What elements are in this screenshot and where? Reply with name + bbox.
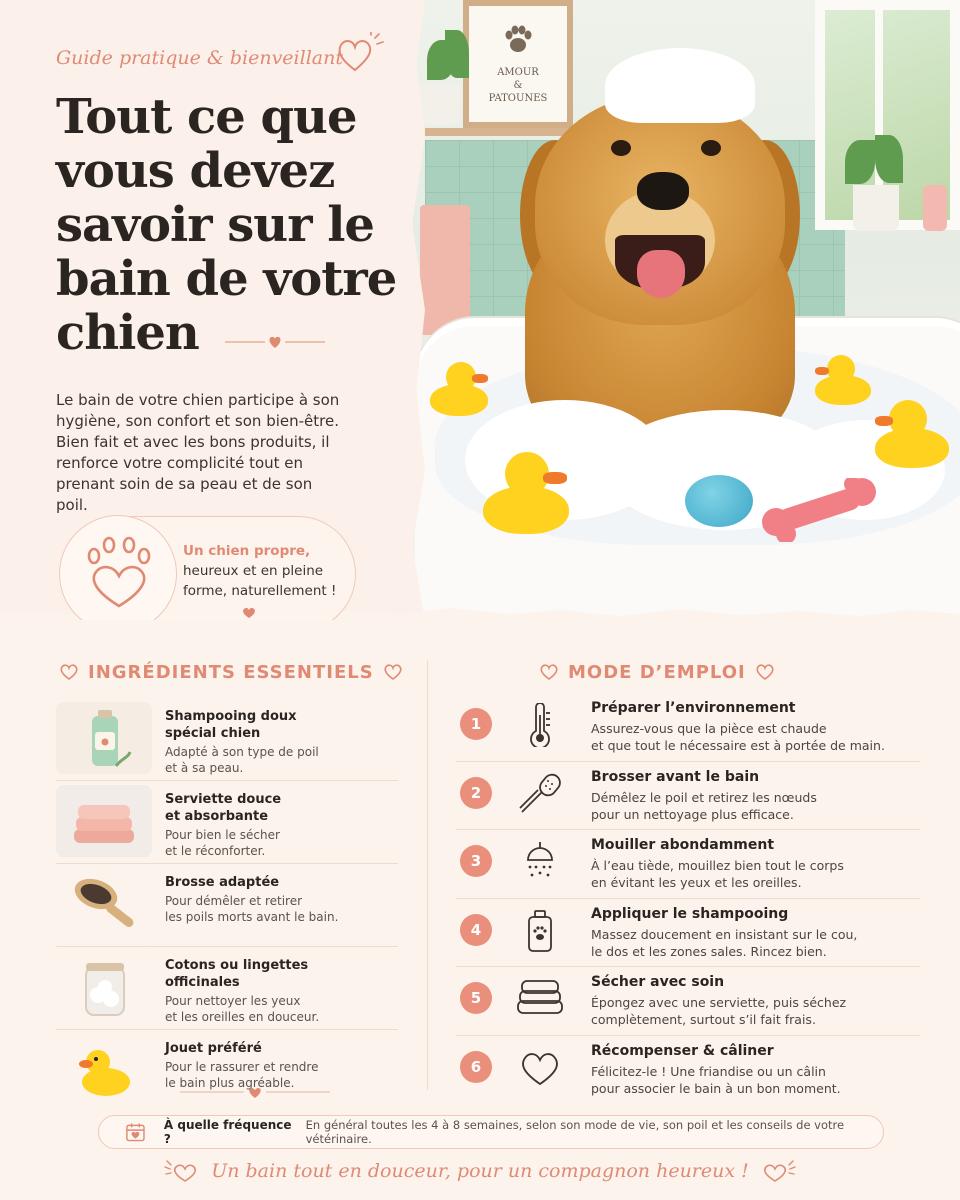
- heart-outline-icon: [60, 664, 78, 680]
- step-desc: Massez doucement en insistant sur le cou, le dos et les zones sales. Rincez bien.: [591, 926, 858, 959]
- ingredient-desc: Pour le rassurer et rendre le bain plus agréable.: [165, 1060, 319, 1090]
- hanging-towel: [420, 205, 470, 335]
- ingredient-desc: Adapté à son type de poil et à sa peau.: [165, 745, 319, 775]
- dog-bath-photo: [405, 0, 960, 620]
- step-desc: Assurez-vous que la pièce est chaude et que tout le nécessaire est à portée de main.: [591, 721, 885, 753]
- step-number: 5: [460, 982, 492, 1014]
- soap-bottle: [923, 185, 947, 231]
- footer-text: Un bain tout en douceur, pour un compagnon heureux !: [211, 1160, 749, 1182]
- calendar-heart-icon: [125, 1121, 146, 1143]
- step-number: 6: [460, 1051, 492, 1083]
- brush-icon: [56, 868, 152, 940]
- frequency-label: À quelle fréquence ?: [163, 1118, 292, 1146]
- step-number: 2: [460, 777, 492, 809]
- plant-pot: [420, 85, 460, 125]
- ingredient-title: Shampooing doux spécial chien: [165, 709, 297, 741]
- foam-cap: [605, 48, 755, 123]
- heart-doodle-icon: [763, 1159, 797, 1183]
- towel-icon: [516, 977, 564, 1021]
- step-item: [456, 899, 920, 968]
- page-title: Tout ce que vous devez savoir sur le bain de votre chien: [56, 89, 397, 361]
- frame-line-2: &: [513, 80, 523, 91]
- paw-icon: [501, 22, 535, 56]
- brush-icon: [516, 772, 564, 816]
- step-desc: Démêlez le poil et retirez les nœuds pour un nettoyage plus efficace.: [591, 789, 817, 822]
- step-item: [456, 693, 920, 762]
- frame-line-3: PATOUNES: [488, 93, 548, 104]
- step-title: Appliquer le shampooing: [591, 905, 789, 922]
- heart-doodle-icon: [335, 32, 385, 74]
- step-title: Préparer l’environnement: [591, 700, 796, 716]
- step-item: [456, 967, 920, 1036]
- heart-outline-icon: [756, 664, 774, 680]
- ingredient-desc: Pour bien le sécher et le réconforter.: [165, 828, 280, 858]
- ingredient-title: Brosse adaptée: [165, 875, 280, 890]
- heart-icon: [516, 1046, 564, 1090]
- shampoo-bottle-icon: [56, 702, 152, 774]
- cotton-jar-icon: [56, 951, 152, 1023]
- ingredients-heading-text: INGRÉDIENTS ESSENTIELS: [88, 661, 374, 683]
- rubber-duck: [430, 362, 490, 418]
- list-item: [56, 698, 398, 781]
- toy-ball: [685, 475, 753, 527]
- heart-outline-icon: [384, 664, 402, 680]
- intro-text: Le bain de votre chien participe à son hygiène, son confort et son bien-être. Bien fait et avec les bons produits, il renforce votre complicité tout en prenant soin de sa peau et de son poil.: [56, 391, 340, 514]
- shampoo-icon: [516, 909, 564, 953]
- ingredients-list: [56, 698, 398, 1113]
- list-item: [56, 864, 398, 947]
- rubber-duck: [483, 452, 573, 536]
- footer: [0, 1154, 960, 1188]
- frame-line-1: AMOUR: [497, 67, 539, 78]
- rubber-duck-icon: [56, 1034, 152, 1106]
- amour-patounes-frame: [463, 0, 573, 128]
- steps-list: [456, 693, 920, 1105]
- heart-divider: [225, 332, 325, 350]
- step-title: Mouiller abondamment: [591, 837, 775, 854]
- ingredient-desc: Pour démêler et retirer les poils morts avant le bain.: [165, 894, 339, 924]
- step-title: Sécher avec soin: [591, 974, 725, 991]
- badge-highlight: Un chien propre,: [183, 543, 311, 559]
- step-title: Récompenser & câliner: [591, 1042, 774, 1059]
- paw-heart-icon: [84, 536, 154, 612]
- step-desc: Épongez avec une serviette, puis séchez complètement, surtout s’il fait frais.: [591, 995, 847, 1028]
- step-title: Brosser avant le bain: [591, 768, 760, 785]
- badge-text: heureux et en pleine forme, naturellement !: [183, 563, 337, 599]
- ingredient-title: Jouet préféré: [165, 1041, 262, 1056]
- step-desc: Félicitez-le ! Une friandise ou un câlin pour associer le bain à un bon moment.: [591, 1063, 841, 1096]
- heart-outline-icon: [540, 664, 558, 680]
- frequency-banner: [98, 1115, 884, 1149]
- ingredients-heading: [60, 660, 402, 684]
- ingredient-desc: Pour nettoyer les yeux et les oreilles en douceur.: [165, 994, 320, 1024]
- step-number: 4: [460, 914, 492, 946]
- heart-divider: [180, 1085, 330, 1099]
- step-desc: À l’eau tiède, mouillez bien tout le corps en évitant les yeux et les oreilles.: [591, 858, 844, 891]
- mode-heading-text: MODE D’EMPLOI: [568, 661, 746, 683]
- heart-doodle-icon: [163, 1159, 197, 1183]
- shower-icon: [516, 840, 564, 884]
- plant-pot-2: [853, 185, 899, 231]
- folded-towels-icon: [56, 785, 152, 857]
- list-item: [56, 781, 398, 864]
- step-item: [456, 1036, 920, 1105]
- rubber-duck: [815, 355, 875, 405]
- step-number: 3: [460, 845, 492, 877]
- list-item: [56, 1030, 398, 1113]
- ingredient-title: Cotons ou lingettes officinales: [165, 958, 309, 990]
- toy-bone: [760, 478, 880, 542]
- mode-heading: [540, 660, 774, 684]
- tagline: Guide pratique & bienveillant: [56, 47, 343, 69]
- ingredient-title: Serviette douce et absorbante: [165, 792, 282, 824]
- frequency-text: En général toutes les 4 à 8 semaines, selon son mode de vie, son poil et les conseils de votre vétérinaire.: [305, 1118, 845, 1146]
- step-item: [456, 762, 920, 831]
- motto-badge: [60, 516, 356, 620]
- thermometer-icon: [516, 703, 564, 747]
- column-divider: [427, 660, 428, 1090]
- rubber-duck: [875, 400, 951, 470]
- list-item: [56, 947, 398, 1030]
- step-item: [456, 830, 920, 899]
- step-number: 1: [460, 708, 492, 740]
- small-heart-icon: [242, 607, 256, 619]
